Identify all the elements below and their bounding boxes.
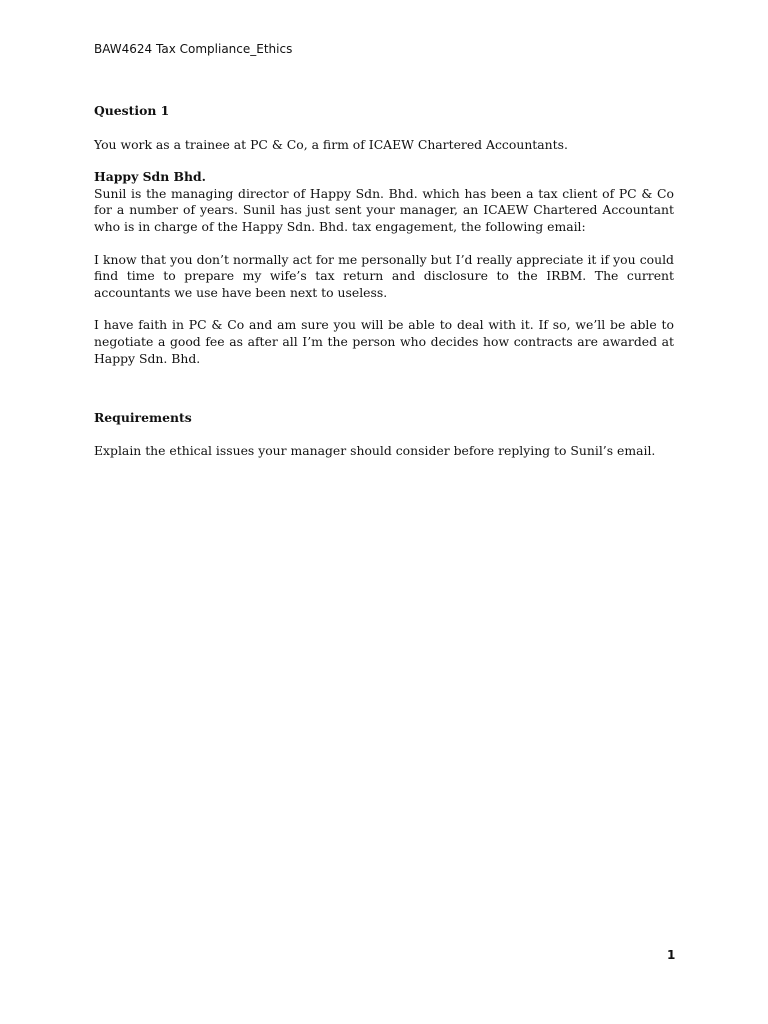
- case-section: [94, 169, 674, 235]
- requirement-paragraph: Explain the ethical issues your manager should consider before replying to Sunil’s email.: [94, 442, 656, 458]
- case-paragraph: Sunil is the managing director of Happy Sdn. Bhd. which has been a tax client of PC & Co for a number of years. Sunil has just sent your manager, an ICAEW Chartered Accountant who is in charge of the Happy Sdn. Bhd. tax engagement, the following email:: [94, 185, 674, 234]
- question-title: Question 1: [94, 103, 170, 118]
- document-header: BAW4624 Tax Compliance_Ethics: [94, 42, 293, 56]
- intro-paragraph: You work as a trainee at PC & Co, a firm of ICAEW Chartered Accountants.: [94, 136, 568, 152]
- page-number: 1: [667, 948, 676, 962]
- email-paragraph-1: I know that you don’t normally act for me personally but I’d really appreciate it if you could find time to prepare my wife’s tax return and disclosure to the IRBM. The current accountants we use have been next to useless.: [94, 251, 674, 300]
- requirements-title: Requirements: [94, 410, 192, 426]
- email-paragraph-2: I have faith in PC & Co and am sure you will be able to deal with it. If so, we’ll be able to negotiate a good fee as after all I’m the person who decides how contracts are awarded at Happy Sdn. Bhd.: [94, 317, 674, 366]
- case-heading: Happy Sdn Bhd.: [94, 169, 206, 185]
- document-body: [94, 103, 674, 459]
